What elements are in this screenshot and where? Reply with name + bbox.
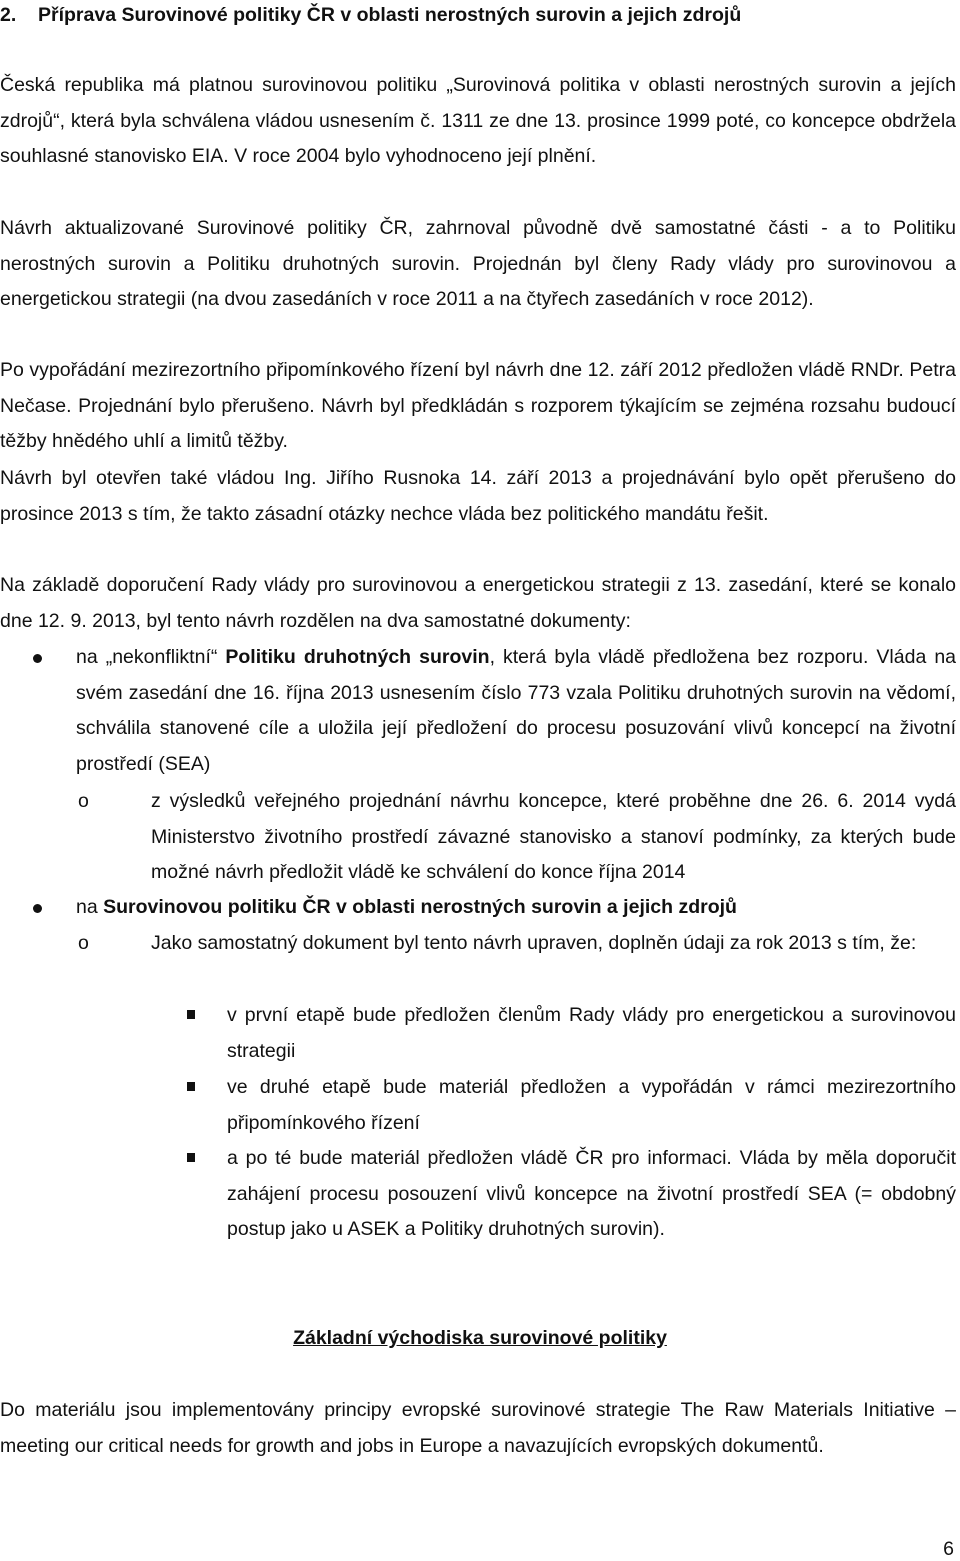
paragraph-settlement: Po vypořádání mezirezortního připomínkového řízení byl návrh dne 12. září 2012 předložen vládě RNDr. Petra Nečase. Projednání bylo přerušeno. Návrh byl předkládán s rozporem týkajícím se zejména rozsahu budoucí těžby hnědého uhlí a limitů těžby. (0, 359, 956, 452)
square-item-text: v první etapě bude předložen členům Rady vlády pro energetickou a surovinovou strategii (227, 1004, 956, 1062)
square-item-stage-2 (0, 1070, 956, 1141)
bullet-dot-icon (33, 904, 42, 913)
sub-item-text: z výsledků veřejného projednání návrhu koncepce, které proběhne dne 26. 6. 2014 vydá Ministerstvo životního prostředí závazné stanovisko a stanoví podmínky, za kterých bude možné návrh předložit vládě ke schválení do konce října 2014 (151, 790, 956, 883)
square-item-text: a po té bude materiál předložen vládě ČR pro informaci. Vláda by měla doporučit zahájení procesu posouzení vlivů koncepce na životní prostředí SEA (= obdobný postup jako u ASEK a Politiky druhotných surovin). (227, 1147, 956, 1240)
bullet-secondary-raw-materials (0, 640, 956, 782)
subsection-heading: Základní východiska surovinové politiky (293, 1327, 667, 1349)
paragraph-recommendation: Na základě doporučení Rady vlády pro surovinovou a energetickou strategii z 13. zasedání, které se konalo dne 12. 9. 2013, byl tento návrh rozdělen na dva samostatné dokumenty: (0, 574, 956, 632)
bullet-bold-title: Politiku druhotných surovin (225, 646, 490, 668)
square-bullet-icon (187, 1010, 195, 1019)
square-bullet-icon (187, 1082, 195, 1091)
section-title: Příprava Surovinové politiky ČR v oblasti nerostných surovin a jejich zdrojů (38, 4, 742, 26)
section-heading (0, 2, 960, 28)
square-bullet-icon (187, 1153, 195, 1162)
sub-item-text: Jako samostatný dokument byl tento návrh upraven, doplněn údaji za rok 2013 s tím, že: (151, 932, 917, 954)
paragraph-rusnok: Návrh byl otevřen také vládou Ing. Jiřího Rusnoka 14. září 2013 a projednávání bylo opět přerušeno do prosince 2013 s tím, že takto zásadní otázky nechce vláda bez politického mandátu řešit. (0, 467, 956, 525)
circle-bullet-icon: o (78, 932, 89, 954)
circle-bullet-icon: o (78, 790, 89, 812)
bullet-text: na „nekonfliktní“ Politiku druhotných surovin, která byla vládě předložena bez rozporu. Vláda na svém zasedání dne 16. října 2013 usnesením číslo 773 vzala Politiku druhotných surovin na vědomí, schválila stanovené cíle a uložila její předložení do procesu posuzování vlivů koncepcí na životní prostředí (SEA) (76, 646, 957, 775)
bullet-dot-icon (33, 654, 42, 663)
paragraph-raw-materials-initiative: Do materiálu jsou implementovány principy evropské surovinové strategie The Raw Materials Initiative – meeting our critical needs for growth and jobs in Europe a navazujících evropských dokumentů. (0, 1399, 956, 1457)
square-item-stage-3 (0, 1141, 956, 1248)
bullet-text: na Surovinovou politiku ČR v oblasti nerostných surovin a jejich zdrojů (76, 896, 737, 918)
paragraph-intro: Česká republika má platnou surovinovou politiku „Surovinová politika v oblasti nerostných surovin a jejích zdrojů“, která byla schválena vládou usnesením č. 1311 ze dne 13. prosince 1999 poté, co koncepce obdržela souhlasné stanovisko EIA. V roce 2004 bylo vyhodnoceno její plnění. (0, 74, 956, 167)
page-number: 6 (943, 1538, 954, 1560)
square-item-text: ve druhé etapě bude materiál předložen a vypořádán v rámci mezirezortního připomínkového řízení (227, 1076, 956, 1134)
bullet-bold-title: Surovinovou politiku ČR v oblasti nerostných surovin a jejich zdrojů (103, 896, 737, 918)
sub-item-public-hearing (0, 784, 956, 891)
bullet-raw-materials-policy (0, 890, 956, 926)
square-item-stage-1 (0, 998, 956, 1069)
section-number: 2. (0, 4, 17, 26)
sub-item-standalone-document (0, 926, 956, 962)
paragraph-draft: Návrh aktualizované Surovinové politiky ČR, zahrnoval původně dvě samostatné části - a to Politiku nerostných surovin a Politiku druhotných surovin. Projednán byl členy Rady vlády pro surovinovou a energetickou strategii (na dvou zasedáních v roce 2011 a na čtyřech zasedáních v roce 2012). (0, 217, 956, 310)
